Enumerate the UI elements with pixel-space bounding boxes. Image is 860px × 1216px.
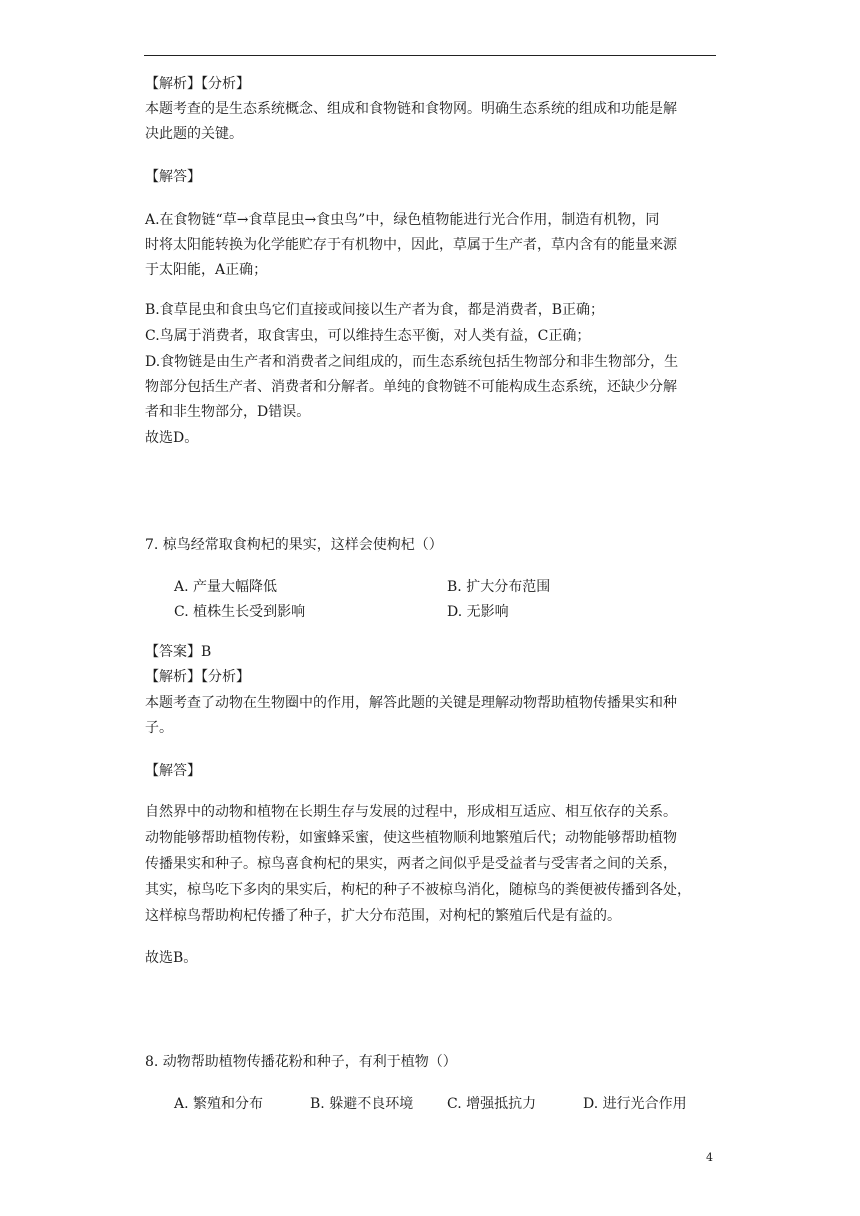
analysis-text: 本题考查的是生态系统概念、组成和食物链和食物网。明确生态系统的组成和功能是解	[145, 101, 677, 117]
answer-heading: 【解答】	[145, 169, 201, 185]
q7-analysis-tag: 【解析】【分析】	[145, 669, 250, 685]
q7-option-d: D. 无影响	[447, 604, 509, 620]
q8-option-c: C. 增强抵抗力	[447, 1096, 537, 1112]
q7-option-c: C. 植株生长受到影响	[174, 604, 306, 620]
q7-body: 传播果实和种子。椋鸟喜食枸杞的果实，两者之间似乎是受益者与受害者之间的关系，	[145, 856, 677, 872]
q7-option-b: B. 扩大分布范围	[447, 579, 551, 595]
q7-answer-heading: 【解答】	[145, 763, 201, 779]
conclusion: 故选D。	[145, 430, 199, 446]
page-number: 4	[706, 1151, 713, 1164]
q7-analysis-text: 本题考查了动物在生物圈中的作用，解答此题的关键是理解动物帮助植物传播果实和种	[145, 695, 677, 711]
q7-answer: 【答案】B	[145, 644, 212, 660]
q7-body: 动物能够帮助植物传粉，如蜜蜂采蜜，使这些植物顺利地繁殖后代；动物能够帮助植物	[145, 830, 677, 846]
question-8-stem: 8. 动物帮助植物传播花粉和种子，有利于植物（）	[145, 1054, 457, 1070]
option-d-explanation: 物部分包括生产者、消费者和分解者。单纯的食物链不可能构成生态系统，还缺少分解	[145, 379, 677, 395]
q7-body: 其实，椋鸟吃下多肉的果实后，枸杞的种子不被椋鸟消化，随椋鸟的粪便被传播到各处，	[145, 882, 691, 898]
q7-body: 自然界中的动物和植物在长期生存与发展的过程中，形成相互适应、相互依存的关系。	[145, 804, 677, 820]
option-a-explanation: A.在食物链“草→食草昆虫→食虫鸟”中，绿色植物能进行光合作用，制造有机物，同	[145, 212, 660, 228]
question-7-stem: 7. 椋鸟经常取食枸杞的果实，这样会使枸杞（）	[145, 537, 443, 553]
q7-analysis-text: 子。	[145, 720, 173, 736]
header-rule	[144, 55, 716, 56]
option-a-explanation: 于太阳能，A正确；	[145, 262, 268, 278]
analysis-text: 决此题的关键。	[145, 126, 243, 142]
option-a-explanation: 时将太阳能转换为化学能贮存于有机物中，因此，草属于生产者，草内含有的能量来源	[145, 237, 677, 253]
q7-option-a: A. 产量大幅降低	[174, 579, 278, 595]
option-d-explanation: D.食物链是由生产者和消费者之间组成的，而生态系统包括生物部分和非生物部分，生	[145, 354, 679, 370]
option-d-explanation: 者和非生物部分，D错误。	[145, 404, 311, 420]
option-b-explanation: B.食草昆虫和食虫鸟它们直接或间接以生产者为食，都是消费者，B正确；	[145, 302, 605, 318]
q8-option-d: D. 进行光合作用	[583, 1096, 687, 1112]
option-c-explanation: C.鸟属于消费者，取食害虫，可以维持生态平衡，对人类有益，C正确；	[145, 328, 591, 344]
q8-option-b: B. 躲避不良环境	[310, 1096, 414, 1112]
analysis-tag: 【解析】【分析】	[145, 76, 250, 92]
q7-conclusion: 故选B。	[145, 950, 198, 966]
q8-option-a: A. 繁殖和分布	[174, 1096, 264, 1112]
q7-body: 这样椋鸟帮助枸杞传播了种子，扩大分布范围，对枸杞的繁殖后代是有益的。	[145, 908, 621, 924]
